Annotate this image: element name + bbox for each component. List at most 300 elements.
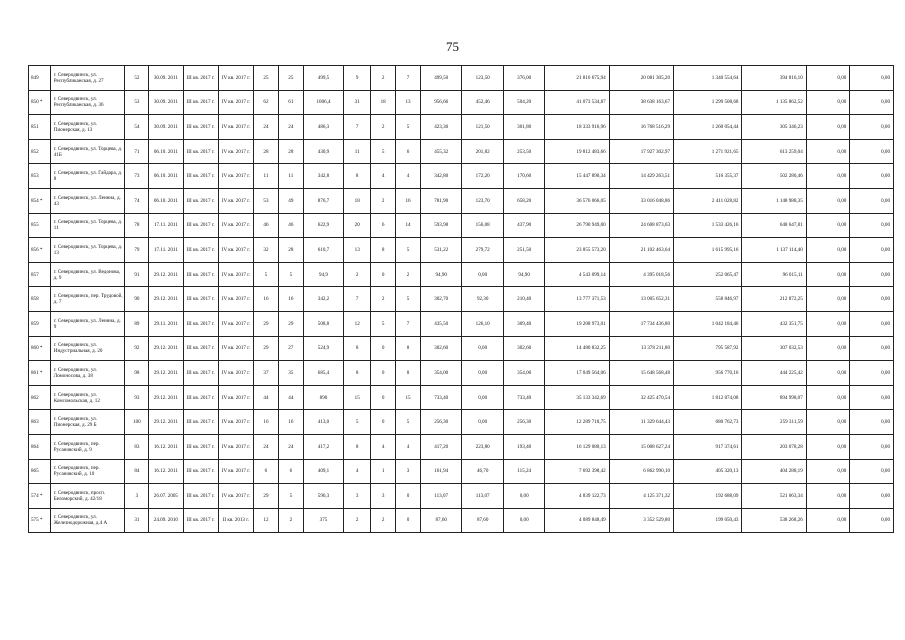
cell-address: г. Северодвинск, ул. Пионерская, д. 13 <box>50 115 125 140</box>
cell-cost-total: 14 480 832,25 <box>545 336 609 361</box>
cell-cost-total: 15 447 890,34 <box>545 164 609 189</box>
page-number: 75 <box>446 39 459 54</box>
cell-planned-end: IV кв. 2017 г. <box>218 336 253 361</box>
cell-doc-number: 74 <box>125 188 149 213</box>
table-row <box>29 459 894 484</box>
cell-residents-total: 16 <box>254 287 279 312</box>
cell-planned-end: II кв. 2013 г. <box>218 508 253 533</box>
cell-cost-total: 35 133 342,69 <box>545 385 609 410</box>
cell-cost-total: 41 073 534,87 <box>545 90 609 115</box>
cell-rooms-private: 0 <box>371 262 396 287</box>
cell-area-total: 94,9 <box>303 262 343 287</box>
cell-area-municipal: 301,80 <box>503 115 544 140</box>
cell-planned-end: IV кв. 2017 г. <box>218 213 253 238</box>
cell-planned-start: III кв. 2017 г. <box>183 385 218 410</box>
table-row <box>29 188 894 213</box>
cell-row-number: 850 * <box>29 90 51 115</box>
cell-cost-fund: 38 638 163,67 <box>609 90 673 115</box>
cell-rooms-municipal: 0 <box>396 508 421 533</box>
cell-area-relocated: 161,94 <box>420 459 461 484</box>
cell-cost-local: 521 063,34 <box>742 484 806 509</box>
cell-doc-number: 91 <box>125 262 149 287</box>
cell-cost-extra-a: 0,00 <box>806 238 850 263</box>
cell-cost-region: 956 770,16 <box>674 361 742 386</box>
cell-planned-start: III кв. 2017 г. <box>183 213 218 238</box>
cell-doc-number: 100 <box>125 410 149 435</box>
cell-residents-relocated: 46 <box>278 213 303 238</box>
cell-address: г. Северодвинск, ул. Пионерская, д. 29 Б <box>50 410 125 435</box>
cell-rooms-total: 13 <box>344 238 371 263</box>
cell-cost-total: 19 812 483,66 <box>545 139 609 164</box>
cell-area-municipal: 210,40 <box>503 287 544 312</box>
cell-rooms-municipal: 6 <box>396 139 421 164</box>
cell-area-total: 409,1 <box>303 459 343 484</box>
cell-rooms-private: 8 <box>371 238 396 263</box>
cell-cost-extra-b: 0,00 <box>850 90 894 115</box>
cell-residents-relocated: 5 <box>278 484 303 509</box>
cell-rooms-private: 5 <box>371 139 396 164</box>
cell-area-private: 156,08 <box>462 213 503 238</box>
cell-address: г. Северодвинск, пер. Трудовой, д. 7 <box>50 287 125 312</box>
cell-cost-total: 18 333 916,96 <box>545 115 609 140</box>
cell-residents-total: 24 <box>254 115 279 140</box>
cell-cost-extra-a: 0,00 <box>806 508 850 533</box>
cell-cost-fund: 13 378 211,80 <box>609 336 673 361</box>
cell-area-private: 0,00 <box>462 336 503 361</box>
cell-area-total: 610,7 <box>303 238 343 263</box>
cell-residents-total: 62 <box>254 90 279 115</box>
cell-area-relocated: 94,90 <box>420 262 461 287</box>
cell-rooms-private: 0 <box>371 410 396 435</box>
cell-planned-start: III кв. 2017 г. <box>183 115 218 140</box>
cell-cost-fund: 32 425 470,54 <box>609 385 673 410</box>
cell-area-municipal: 115,24 <box>503 459 544 484</box>
cell-area-total: 413,0 <box>303 410 343 435</box>
table-row <box>29 287 894 312</box>
cell-doc-number: 93 <box>125 385 149 410</box>
cell-cost-local: 894 998,07 <box>742 385 806 410</box>
cell-cost-total: 21 816 675,94 <box>545 66 609 91</box>
cell-area-private: 0,00 <box>462 410 503 435</box>
cell-area-total: 430,9 <box>303 139 343 164</box>
cell-cost-total: 36 576 066,05 <box>545 188 609 213</box>
cell-address: г. Северодвинск, просп. Беломорский, д. 42/18 <box>50 484 125 509</box>
cell-doc-date: 30.09. 2011 <box>149 66 183 91</box>
cell-residents-relocated: 6 <box>278 459 303 484</box>
cell-cost-total: 4 089 848,49 <box>545 508 609 533</box>
cell-area-municipal: 376,00 <box>503 66 544 91</box>
cell-residents-relocated: 16 <box>278 287 303 312</box>
cell-area-private: 46,70 <box>462 459 503 484</box>
cell-cost-extra-a: 0,00 <box>806 287 850 312</box>
cell-area-relocated: 342,80 <box>420 164 461 189</box>
cell-area-municipal: 170,60 <box>503 164 544 189</box>
table-row <box>29 262 894 287</box>
cell-area-private: 223,80 <box>462 434 503 459</box>
cell-doc-date: 29.12. 2011 <box>149 361 183 386</box>
table-row <box>29 139 894 164</box>
cell-row-number: 859 <box>29 311 51 336</box>
cell-planned-end: IV кв. 2017 г. <box>218 484 253 509</box>
cell-rooms-municipal: 7 <box>396 311 421 336</box>
cell-row-number: 865 <box>29 459 51 484</box>
cell-row-number: 857 <box>29 262 51 287</box>
cell-address: г. Северодвинск, ул. Железнодорожная, д.4 А <box>50 508 125 533</box>
cell-planned-start: III кв. 2017 г. <box>183 410 218 435</box>
cell-planned-end: IV кв. 2017 г. <box>218 164 253 189</box>
cell-area-total: 375 <box>303 508 343 533</box>
cell-planned-start: III кв. 2017 г. <box>183 508 218 533</box>
cell-rooms-municipal: 13 <box>396 90 421 115</box>
cell-rooms-total: 11 <box>344 139 371 164</box>
cell-cost-region: 1 340 554,64 <box>674 66 742 91</box>
cell-residents-total: 44 <box>254 385 279 410</box>
cell-area-relocated: 733,40 <box>420 385 461 410</box>
cell-planned-start: III кв. 2017 г. <box>183 66 218 91</box>
cell-row-number: 856 * <box>29 238 51 263</box>
cell-address: г. Северодвинск, ул. Индустриальная, д. 20 <box>50 336 125 361</box>
cell-area-municipal: 193,40 <box>503 434 544 459</box>
cell-area-private: 201,82 <box>462 139 503 164</box>
cell-cost-local: 502 280,46 <box>742 164 806 189</box>
cell-doc-number: 90 <box>125 287 149 312</box>
cell-rooms-private: 0 <box>371 336 396 361</box>
cell-rooms-municipal: 0 <box>396 484 421 509</box>
cell-planned-end: IV кв. 2017 г. <box>218 385 253 410</box>
cell-rooms-municipal: 7 <box>396 66 421 91</box>
cell-area-private: 113,07 <box>462 484 503 509</box>
cell-doc-date: 29.12. 2011 <box>149 287 183 312</box>
cell-cost-fund: 14 429 263,51 <box>609 164 673 189</box>
cell-doc-number: 79 <box>125 238 149 263</box>
cell-cost-total: 4 543 099,14 <box>545 262 609 287</box>
cell-rooms-total: 3 <box>344 484 371 509</box>
cell-cost-region: 199 050,43 <box>674 508 742 533</box>
cell-address: г. Северодвинск, пер. Русановский, д. 10 <box>50 459 125 484</box>
cell-doc-number: 89 <box>125 311 149 336</box>
cell-address: г. Северодвинск, ул. Республиканская, д. 36 <box>50 90 125 115</box>
table-row <box>29 164 894 189</box>
cell-cost-extra-a: 0,00 <box>806 188 850 213</box>
table-row <box>29 311 894 336</box>
cell-planned-start: III кв. 2017 г. <box>183 90 218 115</box>
cell-residents-total: 11 <box>254 164 279 189</box>
cell-area-relocated: 354,00 <box>420 361 461 386</box>
cell-row-number: 864 <box>29 434 51 459</box>
table-row <box>29 410 894 435</box>
cell-residents-relocated: 5 <box>278 262 303 287</box>
cell-doc-date: 17.11. 2011 <box>149 213 183 238</box>
cell-planned-end: IV кв. 2017 г. <box>218 434 253 459</box>
cell-planned-end: IV кв. 2017 г. <box>218 459 253 484</box>
cell-cost-local: 203 078,28 <box>742 434 806 459</box>
cell-rooms-private: 4 <box>371 434 396 459</box>
cell-area-total: 890 <box>303 385 343 410</box>
cell-cost-fund: 15 008 627,24 <box>609 434 673 459</box>
cell-rooms-municipal: 5 <box>396 287 421 312</box>
cell-planned-end: IV кв. 2017 г. <box>218 90 253 115</box>
cell-residents-total: 25 <box>254 66 279 91</box>
table-row <box>29 66 894 91</box>
cell-planned-start: III кв. 2017 г. <box>183 361 218 386</box>
cell-planned-end: IV кв. 2017 г. <box>218 139 253 164</box>
cell-cost-local: 1 148 988,35 <box>742 188 806 213</box>
cell-area-relocated: 956,66 <box>420 90 461 115</box>
cell-planned-end: IV кв. 2017 г. <box>218 238 253 263</box>
cell-residents-total: 46 <box>254 213 279 238</box>
table-row <box>29 115 894 140</box>
cell-cost-region: 558 846,97 <box>674 287 742 312</box>
cell-rooms-municipal: 5 <box>396 238 421 263</box>
cell-planned-start: III кв. 2017 г. <box>183 311 218 336</box>
cell-cost-extra-b: 0,00 <box>850 66 894 91</box>
cell-cost-extra-b: 0,00 <box>850 139 894 164</box>
cell-residents-total: 37 <box>254 361 279 386</box>
cell-cost-fund: 20 081 305,20 <box>609 66 673 91</box>
cell-cost-total: 16 129 080,13 <box>545 434 609 459</box>
cell-doc-number: 53 <box>125 90 149 115</box>
cell-doc-number: 84 <box>125 459 149 484</box>
cell-cost-region: 1 533 426,16 <box>674 213 742 238</box>
table-row <box>29 484 894 509</box>
cell-residents-relocated: 28 <box>278 139 303 164</box>
cell-area-relocated: 302,70 <box>420 287 461 312</box>
cell-residents-total: 29 <box>254 336 279 361</box>
cell-cost-local: 648 647,81 <box>742 213 806 238</box>
cell-cost-extra-a: 0,00 <box>806 434 850 459</box>
cell-rooms-total: 8 <box>344 361 371 386</box>
cell-area-relocated: 417,20 <box>420 434 461 459</box>
cell-rooms-municipal: 16 <box>396 188 421 213</box>
cell-residents-total: 29 <box>254 311 279 336</box>
cell-residents-relocated: 16 <box>278 410 303 435</box>
cell-doc-number: 54 <box>125 115 149 140</box>
cell-residents-relocated: 27 <box>278 336 303 361</box>
cell-area-private: 92,30 <box>462 287 503 312</box>
cell-planned-start: III кв. 2017 г. <box>183 287 218 312</box>
cell-rooms-private: 6 <box>371 213 396 238</box>
cell-rooms-total: 9 <box>344 66 371 91</box>
cell-doc-number: 31 <box>125 508 149 533</box>
cell-doc-date: 30.09. 2011 <box>149 115 183 140</box>
cell-rooms-municipal: 2 <box>396 262 421 287</box>
cell-doc-date: 06.10. 2011 <box>149 188 183 213</box>
cell-cost-total: 23 855 573,20 <box>545 238 609 263</box>
cell-area-total: 342,8 <box>303 164 343 189</box>
cell-address: г. Северодвинск, ул. Комсомольская, д. 12 <box>50 385 125 410</box>
cell-cost-local: 613 259,04 <box>742 139 806 164</box>
cell-cost-region: 1 615 995,16 <box>674 238 742 263</box>
cell-cost-total: 12 289 718,75 <box>545 410 609 435</box>
cell-rooms-municipal: 14 <box>396 213 421 238</box>
cell-area-private: 279,72 <box>462 238 503 263</box>
cell-residents-relocated: 35 <box>278 361 303 386</box>
table-row <box>29 336 894 361</box>
cell-doc-date: 16.12. 2011 <box>149 434 183 459</box>
cell-cost-fund: 16 768 516,29 <box>609 115 673 140</box>
cell-rooms-municipal: 5 <box>396 115 421 140</box>
cell-rooms-private: 18 <box>371 90 396 115</box>
cell-rooms-private: 2 <box>371 508 396 533</box>
cell-planned-start: III кв. 2017 г. <box>183 459 218 484</box>
cell-rooms-private: 0 <box>371 385 396 410</box>
cell-cost-region: 516 355,37 <box>674 164 742 189</box>
cell-rooms-private: 3 <box>371 484 396 509</box>
cell-rooms-municipal: 8 <box>396 361 421 386</box>
cell-rooms-total: 7 <box>344 115 371 140</box>
table-body <box>29 66 894 533</box>
cell-doc-number: 73 <box>125 164 149 189</box>
cell-cost-region: 192 688,09 <box>674 484 742 509</box>
cell-cost-total: 17 049 564,06 <box>545 361 609 386</box>
cell-doc-number: 71 <box>125 139 149 164</box>
cell-doc-date: 29.12. 2011 <box>149 410 183 435</box>
cell-cost-extra-a: 0,00 <box>806 115 850 140</box>
cell-cost-region: 680 762,73 <box>674 410 742 435</box>
cell-doc-date: 29.12. 2011 <box>149 262 183 287</box>
cell-cost-region: 405 320,13 <box>674 459 742 484</box>
cell-rooms-total: 18 <box>344 188 371 213</box>
cell-area-private: 452,46 <box>462 90 503 115</box>
cell-cost-extra-b: 0,00 <box>850 336 894 361</box>
cell-area-municipal: 251,50 <box>503 238 544 263</box>
cell-area-total: 342,2 <box>303 287 343 312</box>
cell-row-number: 854 * <box>29 188 51 213</box>
cell-cost-local: 96 015,11 <box>742 262 806 287</box>
cell-area-total: 499,5 <box>303 66 343 91</box>
cell-row-number: 860 * <box>29 336 51 361</box>
cell-planned-end: IV кв. 2017 г. <box>218 410 253 435</box>
cell-address: г. Северодвинск, ул. Гайдара, д. 8 <box>50 164 125 189</box>
cell-cost-total: 7 692 398,42 <box>545 459 609 484</box>
cell-address: г. Северодвинск, ул. Торцева, д. 41Б <box>50 139 125 164</box>
cell-cost-local: 404 288,19 <box>742 459 806 484</box>
cell-cost-total: 19 208 973,01 <box>545 311 609 336</box>
cell-cost-local: 444 225,42 <box>742 361 806 386</box>
cell-cost-fund: 4 395 018,56 <box>609 262 673 287</box>
table-row <box>29 90 894 115</box>
cell-address: г. Северодвинск, ул. Торцева, д. 11 <box>50 213 125 238</box>
cell-planned-start: III кв. 2017 г. <box>183 336 218 361</box>
cell-planned-end: IV кв. 2017 г. <box>218 66 253 91</box>
cell-cost-region: 1 812 874,08 <box>674 385 742 410</box>
cell-row-number: 851 <box>29 115 51 140</box>
cell-address: г. Северодвинск, ул. Ломоносова, д. 38 <box>50 361 125 386</box>
cell-area-municipal: 0,00 <box>503 484 544 509</box>
cell-doc-date: 24.09. 2010 <box>149 508 183 533</box>
cell-area-relocated: 113,07 <box>420 484 461 509</box>
cell-area-municipal: 0,00 <box>503 508 544 533</box>
cell-area-private: 123,50 <box>462 66 503 91</box>
cell-planned-start: III кв. 2017 г. <box>183 164 218 189</box>
cell-rooms-private: 2 <box>371 188 396 213</box>
cell-rooms-municipal: 8 <box>396 336 421 361</box>
cell-area-private: 0,00 <box>462 361 503 386</box>
cell-residents-total: 29 <box>254 484 279 509</box>
cell-cost-extra-a: 0,00 <box>806 484 850 509</box>
cell-cost-region: 1 260 054,44 <box>674 115 742 140</box>
cell-area-private: 121,50 <box>462 115 503 140</box>
cell-residents-total: 6 <box>254 459 279 484</box>
cell-cost-extra-a: 0,00 <box>806 336 850 361</box>
cell-cost-extra-b: 0,00 <box>850 508 894 533</box>
cell-residents-relocated: 44 <box>278 385 303 410</box>
cell-planned-end: IV кв. 2017 г. <box>218 361 253 386</box>
cell-doc-number: 98 <box>125 361 149 386</box>
cell-rooms-private: 5 <box>371 311 396 336</box>
cell-residents-total: 24 <box>254 434 279 459</box>
cell-area-private: 0,00 <box>462 385 503 410</box>
cell-residents-relocated: 61 <box>278 90 303 115</box>
cell-doc-date: 26.07. 2005 <box>149 484 183 509</box>
cell-rooms-total: 2 <box>344 508 371 533</box>
cell-cost-fund: 21 102 463,64 <box>609 238 673 263</box>
cell-planned-start: III кв. 2017 г. <box>183 262 218 287</box>
cell-cost-region: 917 374,61 <box>674 434 742 459</box>
cell-cost-fund: 3 352 529,80 <box>609 508 673 533</box>
cell-doc-date: 29.12. 2011 <box>149 385 183 410</box>
cell-address: г. Северодвинск, ул. Ленина, д. 43 <box>50 188 125 213</box>
cell-cost-extra-b: 0,00 <box>850 115 894 140</box>
cell-doc-date: 29.11. 2011 <box>149 311 183 336</box>
cell-area-total: 590,3 <box>303 484 343 509</box>
cell-cost-extra-a: 0,00 <box>806 66 850 91</box>
cell-residents-relocated: 28 <box>278 238 303 263</box>
cell-address: г. Северодвинск, ул. Республиканская, д. 27 <box>50 66 125 91</box>
cell-area-total: 508,8 <box>303 311 343 336</box>
cell-residents-total: 32 <box>254 238 279 263</box>
cell-cost-fund: 24 608 873,63 <box>609 213 673 238</box>
cell-residents-relocated: 11 <box>278 164 303 189</box>
cell-planned-end: IV кв. 2017 г. <box>218 188 253 213</box>
cell-cost-fund: 6 862 990,10 <box>609 459 673 484</box>
cell-area-relocated: 302,60 <box>420 336 461 361</box>
cell-area-relocated: 531,22 <box>420 238 461 263</box>
cell-planned-start: III кв. 2017 г. <box>183 238 218 263</box>
cell-area-total: 1006,4 <box>303 90 343 115</box>
cell-doc-number: 52 <box>125 66 149 91</box>
cell-rooms-total: 5 <box>344 410 371 435</box>
cell-cost-extra-a: 0,00 <box>806 385 850 410</box>
cell-cost-local: 538 268,26 <box>742 508 806 533</box>
cell-rooms-municipal: 4 <box>396 164 421 189</box>
cell-planned-end: IV кв. 2017 г. <box>218 287 253 312</box>
table-row <box>29 361 894 386</box>
cell-residents-relocated: 49 <box>278 188 303 213</box>
cell-rooms-private: 0 <box>371 361 396 386</box>
cell-residents-total: 12 <box>254 508 279 533</box>
cell-cost-region: 2 411 028,82 <box>674 188 742 213</box>
cell-doc-number: 83 <box>125 434 149 459</box>
cell-row-number: 574 * <box>29 484 51 509</box>
cell-rooms-total: 20 <box>344 213 371 238</box>
cell-area-municipal: 256,30 <box>503 410 544 435</box>
cell-cost-extra-a: 0,00 <box>806 361 850 386</box>
cell-residents-total: 28 <box>254 139 279 164</box>
cell-area-municipal: 309,40 <box>503 311 544 336</box>
cell-area-relocated: 423,30 <box>420 115 461 140</box>
cell-cost-extra-b: 0,00 <box>850 434 894 459</box>
cell-planned-end: IV кв. 2017 г. <box>218 262 253 287</box>
cell-cost-extra-b: 0,00 <box>850 311 894 336</box>
cell-cost-local: 212 872,25 <box>742 287 806 312</box>
cell-residents-relocated: 24 <box>278 434 303 459</box>
cell-cost-extra-b: 0,00 <box>850 484 894 509</box>
cell-doc-date: 16.12. 2011 <box>149 459 183 484</box>
cell-rooms-private: 2 <box>371 115 396 140</box>
cell-rooms-total: 4 <box>344 459 371 484</box>
cell-row-number: 575 * <box>29 508 51 533</box>
